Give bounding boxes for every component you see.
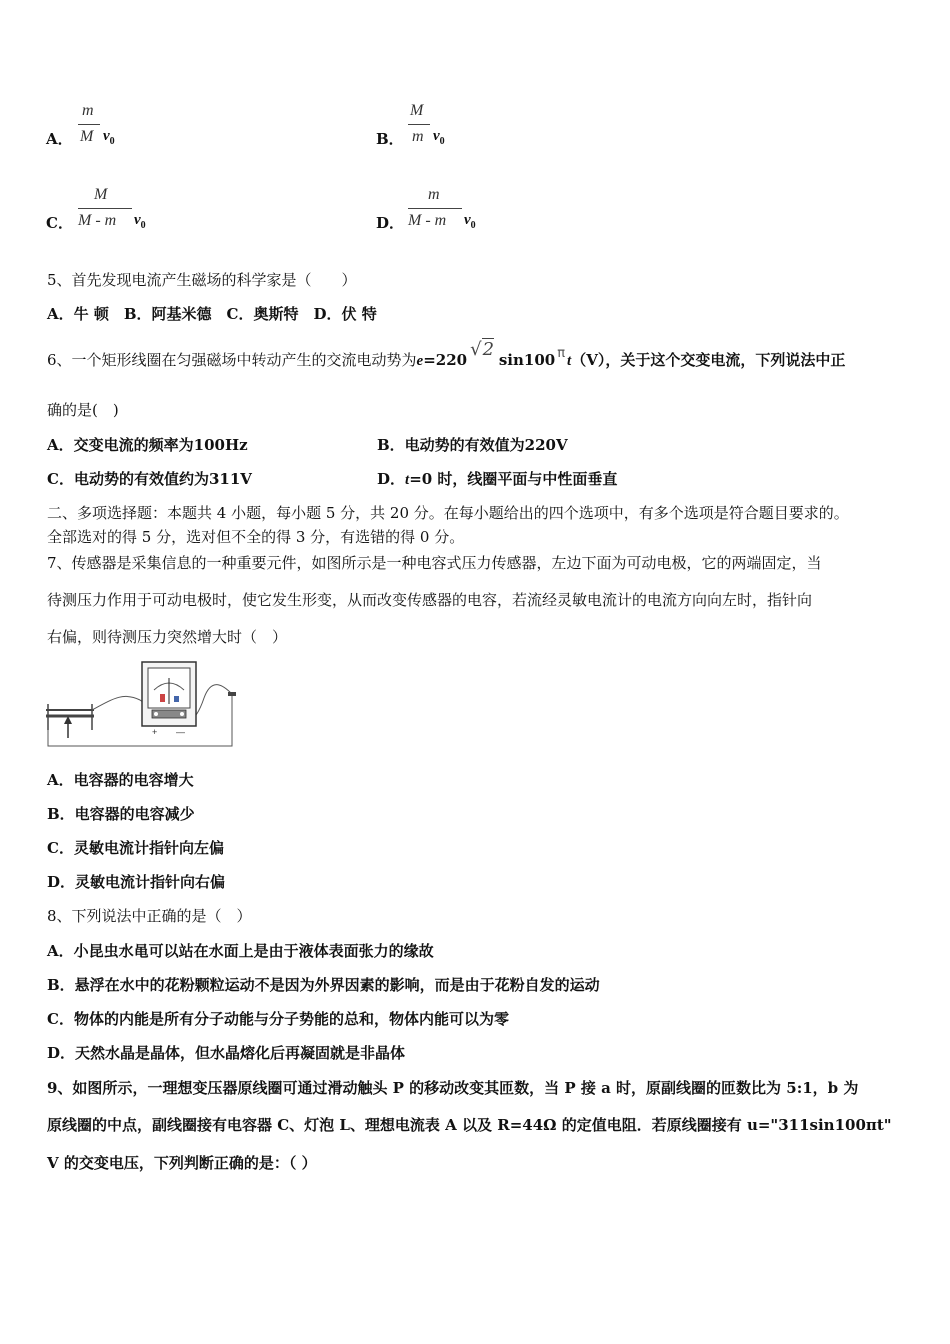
section-2-heading: 二、多项选择题：本题共 4 小题，每小题 5 分，共 20 分。在每小题给出的四个选项中，有多个选项是符合题目要求的。 (47, 504, 849, 522)
q5-options: A．牛 顿 B．阿基米德 C．奥斯特 D．伏 特 (47, 305, 377, 323)
fraction-denominator: M (80, 128, 94, 145)
q7-stem-line3: 右偏，则待测压力突然增大时（ ） (47, 628, 288, 646)
sqrt-symbol: √2 (470, 339, 495, 360)
q7-option-d: D．灵敏电流计指针向右偏 (47, 873, 226, 891)
q5-stem: 5、首先发现电流产生磁场的科学家是（ ） (47, 271, 357, 289)
q6-option-a: A．交变电流的频率为100Hz (47, 436, 248, 454)
plus-terminal-label: + (152, 727, 158, 737)
q8-option-b: B．悬浮在水中的花粉颗粒运动不是因为外界因素的影响，而是由于花粉自发的运动 (47, 976, 600, 994)
fraction-denominator: M - m (78, 212, 117, 229)
option-c-fraction (76, 186, 134, 232)
fraction-numerator: m (82, 102, 94, 119)
section-2-scoring: 全部选对的得 5 分，选对但不全的得 3 分，有选错的得 0 分。 (47, 528, 465, 546)
option-d-label: D． (376, 214, 405, 232)
option-a-label: A． (46, 130, 73, 148)
option-c-label: C． (46, 214, 73, 232)
q8-option-a: A．小昆虫水黾可以站在水面上是由于液体表面张力的缘故 (47, 942, 434, 960)
fraction-bar (78, 124, 100, 125)
fraction-denominator: m (412, 128, 424, 145)
q7-option-c: C．灵敏电流计指针向左偏 (47, 839, 224, 857)
option-a-fraction (76, 102, 102, 148)
fraction-numerator: M (410, 102, 424, 119)
option-b-fraction (406, 102, 432, 148)
fraction-bar (408, 208, 462, 209)
q7-option-b: B．电容器的电容减少 (47, 805, 195, 823)
option-d-velocity: $v_0$ (464, 212, 476, 231)
q6-stem: 6、一个矩形线圈在匀强磁场中转动产生的交流电动势为e=220 √2 sin100 π t（V），关于这个交变电流，下列说法中正 (47, 339, 846, 369)
q6-option-d: D．t=0 时，线圈平面与中性面垂直 (377, 470, 618, 488)
option-d-fraction (406, 186, 464, 232)
fraction-denominator: M - m (408, 212, 447, 229)
minus-terminal-label: — (176, 727, 185, 737)
q6-option-c: C．电动势的有效值约为311V (47, 470, 252, 488)
fraction-numerator: M (94, 186, 108, 203)
option-a-velocity: $v_0$ (103, 128, 115, 147)
fraction-numerator: m (428, 186, 440, 203)
q6-stem-end: 确的是( ) (47, 401, 119, 419)
q9-stem-line2: 原线圈的中点，副线圈接有电容器 C、灯泡 L、理想电流表 A 以及 R=44Ω 的定值电阻．若原线圈接有 u="311sin100πt" (47, 1116, 892, 1134)
option-c-velocity: $v_0$ (134, 212, 146, 231)
q9-stem-line1: 9、如图所示，一理想变压器原线圈可通过滑动触头 P 的移动改变其匝数，当 P 接 a 时，原副线圈的匝数比为 5:1，b 为 (47, 1079, 859, 1097)
q8-option-c: C．物体的内能是所有分子动能与分子势能的总和，物体内能可以为零 (47, 1010, 509, 1028)
q7-option-a: A．电容器的电容增大 (47, 771, 194, 789)
q7-stem-line2: 待测压力作用于可动电极时，使它发生形变，从而改变传感器的电容，若流经灵敏电流计的电流方向向左时，指针向 (47, 591, 813, 609)
option-b-velocity: $v_0$ (433, 128, 445, 147)
q8-option-d: D．天然水晶是晶体，但水晶熔化后再凝固就是非晶体 (47, 1044, 406, 1062)
fraction-bar (78, 208, 132, 209)
capacitive-sensor-figure (44, 658, 240, 750)
q9-stem-line3: V 的交变电压，下列判断正确的是：（ ） (47, 1154, 317, 1172)
q8-stem: 8、下列说法中正确的是（ ） (47, 907, 252, 925)
q6-option-b: B．电动势的有效值为220V (377, 436, 568, 454)
q7-stem-line1: 7、传感器是采集信息的一种重要元件，如图所示是一种电容式压力传感器，左边下面为可动电极，它的两端固定，当 (47, 554, 822, 572)
option-b-label: B． (376, 130, 404, 148)
fraction-bar (408, 124, 430, 125)
